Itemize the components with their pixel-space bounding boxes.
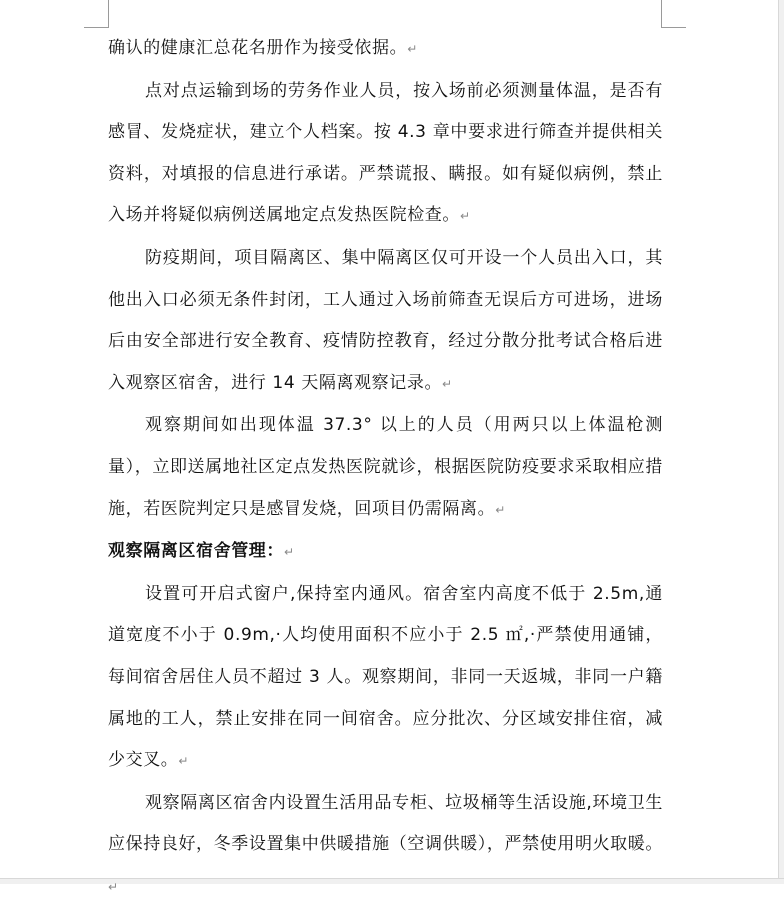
paragraph-mark-icon	[460, 209, 471, 223]
paragraph-mark-icon	[108, 880, 119, 894]
document-body[interactable]	[108, 28, 663, 908]
paragraph-mark-icon	[284, 545, 295, 559]
page-edge-right	[778, 0, 784, 883]
paragraph-mark-icon	[178, 754, 189, 768]
paragraph-mark-icon	[495, 503, 506, 517]
paragraph: 观察隔离区宿舍内设置生活用品专柜、垃圾桶等生活设施,环境卫生应保持良好，冬季设置集中供暖措施（空调供暖），严禁使用明火取暖。 ↵	[108, 783, 663, 908]
paragraph: 防疫期间，项目隔离区、集中隔离区仅可开设一个人员出入口，其他出入口必须无条件封闭，工人通过入场前筛查无误后方可进场，进场后由安全部进行安全教育、疫情防控教育，经过分散分批考试合格后进入观察区宿舍，进行 14 天隔离观察记录。 ↵	[108, 238, 663, 405]
paragraph: 观察期间如出现体温 37.3° 以上的人员（用两只以上体温枪测量），立即送属地社区定点发热医院就诊，根据医院防疫要求采取相应措施，若医院判定只是感冒发烧，回项目仍需隔离。 ↵	[108, 405, 663, 531]
paragraph-mark-icon	[407, 42, 418, 56]
crop-mark-top-left	[84, 0, 109, 28]
section-heading: 观察隔离区宿舍管理： ↵	[108, 531, 663, 574]
paragraph: 确认的健康汇总花名册作为接受依据。 ↵	[108, 28, 663, 71]
crop-mark-top-right	[661, 0, 686, 28]
paragraph: 设置可开启式窗户,保持室内通风。宿舍室内高度不低于 2.5m,通道宽度不小于 0.9m,·人均使用面积不应小于 2.5 ㎡,·严禁使用通铺，每间宿舍居住人员不超过 3 人。观察期间，非同一天返城，非同一户籍属地的工人，禁止安排在同一间宿舍。应分批次、分区域安排住宿，减少交叉。 ↵	[108, 574, 663, 783]
paragraph-mark-icon	[442, 377, 453, 391]
paragraph: 点对点运输到场的劳务作业人员，按入场前必须测量体温，是否有感冒、发烧症状，建立个人档案。按 4.3 章中要求进行筛查并提供相关资料，对填报的信息进行承诺。严禁谎报、瞒报。如有疑似病例，禁止入场并将疑似病例送属地定点发热医院检查。 ↵	[108, 71, 663, 238]
